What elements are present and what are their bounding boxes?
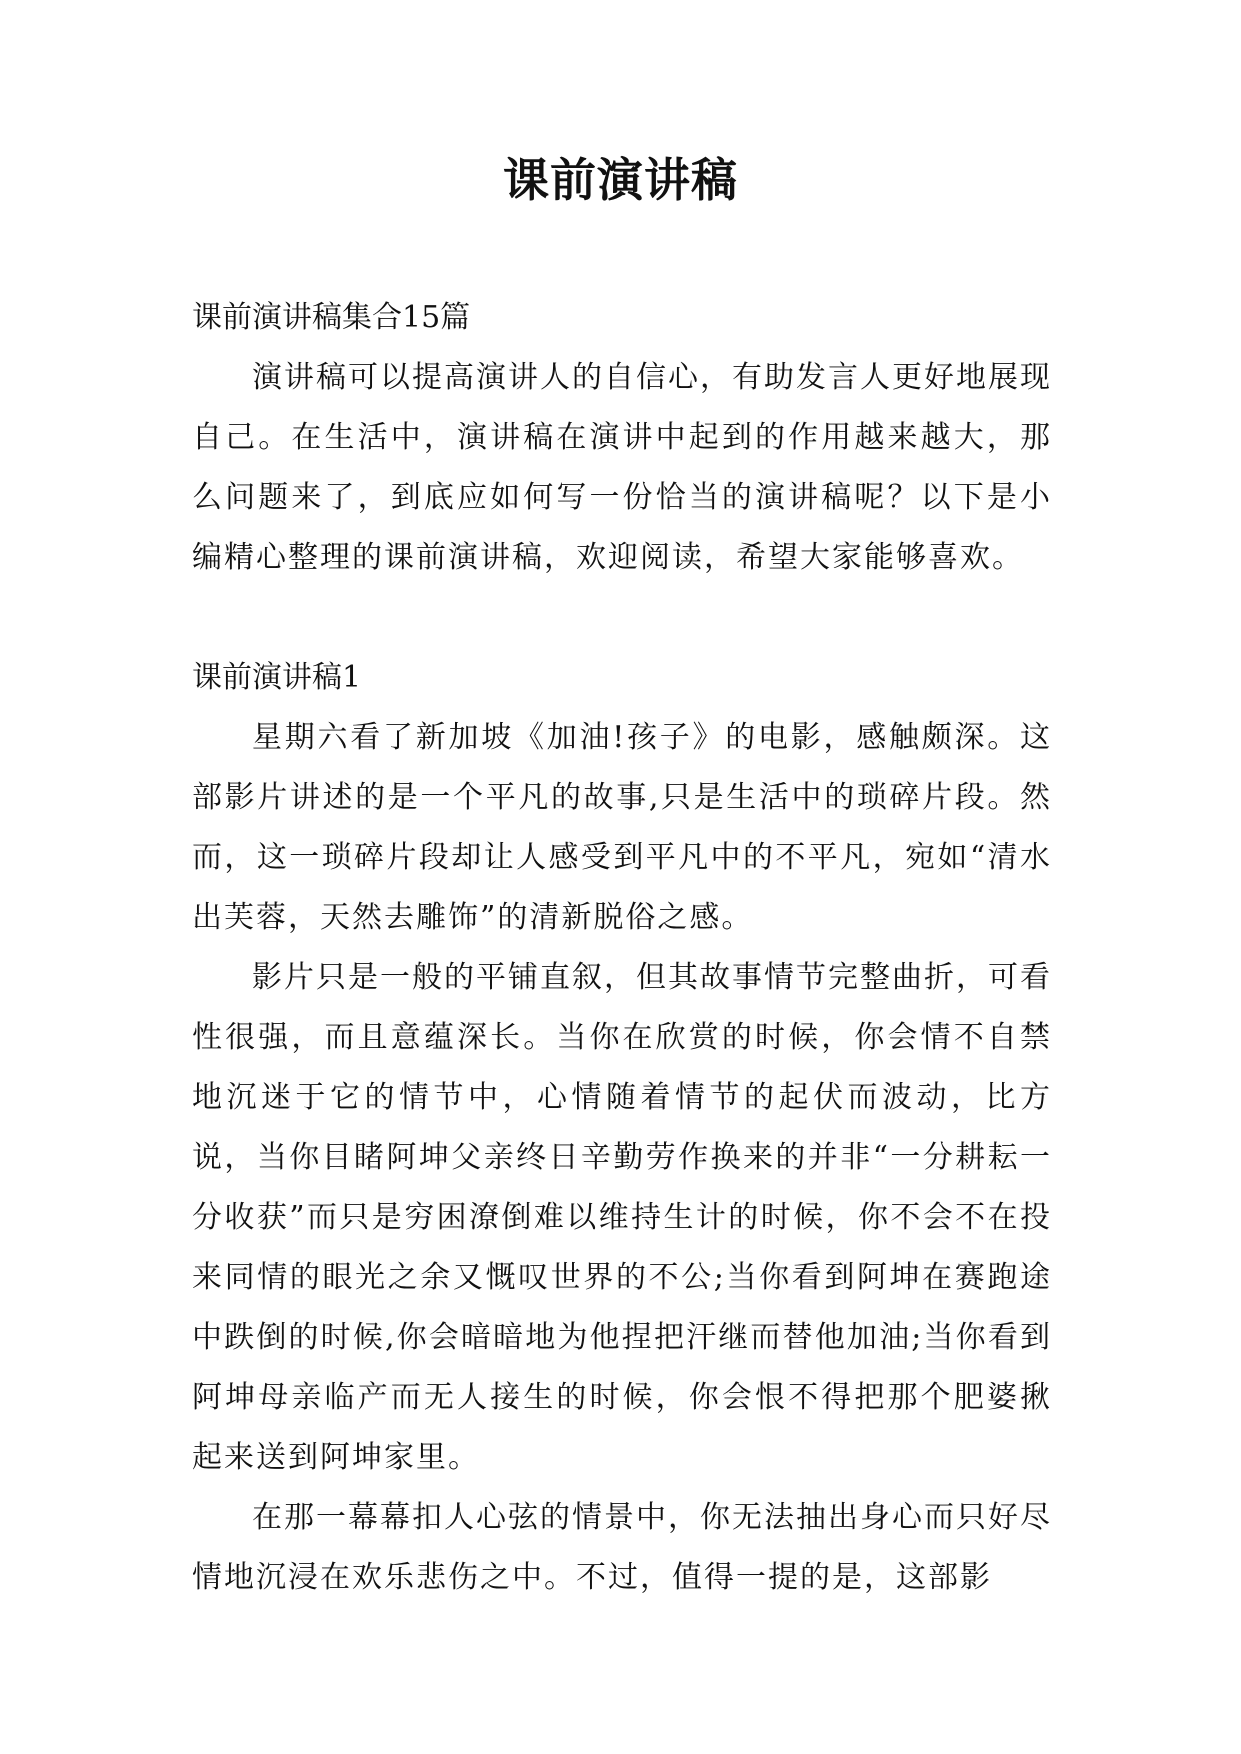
body-paragraph: 星期六看了新加坡《加油!孩子》的电影，感触颇深。这部影片讲述的是一个平凡的故事,只是生活中的琐碎片段。然而，这一琐碎片段却让人感受到平凡中的不平凡，宛如“清水出芙蓉，天然去雕饰”的清新脱俗之感。: [192, 720, 1052, 935]
section-heading: 课前演讲稿1: [192, 660, 362, 695]
section-spacer: [192, 588, 1052, 648]
document-body: [192, 288, 1052, 1608]
collection-heading: 课前演讲稿集合15篇: [192, 300, 471, 335]
document-title: 课前演讲稿: [503, 153, 738, 207]
body-paragraph: 在那一幕幕扣人心弦的情景中，你无法抽出身心而只好尽情地沉浸在欢乐悲伤之中。不过，值得一提的是，这部影: [192, 1500, 1052, 1595]
body-paragraph: 影片只是一般的平铺直叙，但其故事情节完整曲折，可看性很强，而且意蕴深长。当你在欣赏的时候，你会情不自禁地沉迷于它的情节中，心情随着情节的起伏而波动，比方说，当你目睹阿坤父亲终日辛勤劳作换来的并非“一分耕耘一分收获”而只是穷困潦倒难以维持生计的时候，你不会不在投来同情的眼光之余又慨叹世界的不公;当你看到阿坤在赛跑途中跌倒的时候,你会暗暗地为他捏把汗继而替他加油;当你看到阿坤母亲临产而无人接生的时候，你会恨不得把那个肥婆揪起来送到阿坤家里。: [192, 960, 1052, 1475]
intro-paragraph: 演讲稿可以提高演讲人的自信心，有助发言人更好地展现自己。在生活中，演讲稿在演讲中起到的作用越来越大，那么问题来了，到底应如何写一份恰当的演讲稿呢？以下是小编精心整理的课前演讲稿，欢迎阅读，希望大家能够喜欢。: [192, 360, 1052, 575]
